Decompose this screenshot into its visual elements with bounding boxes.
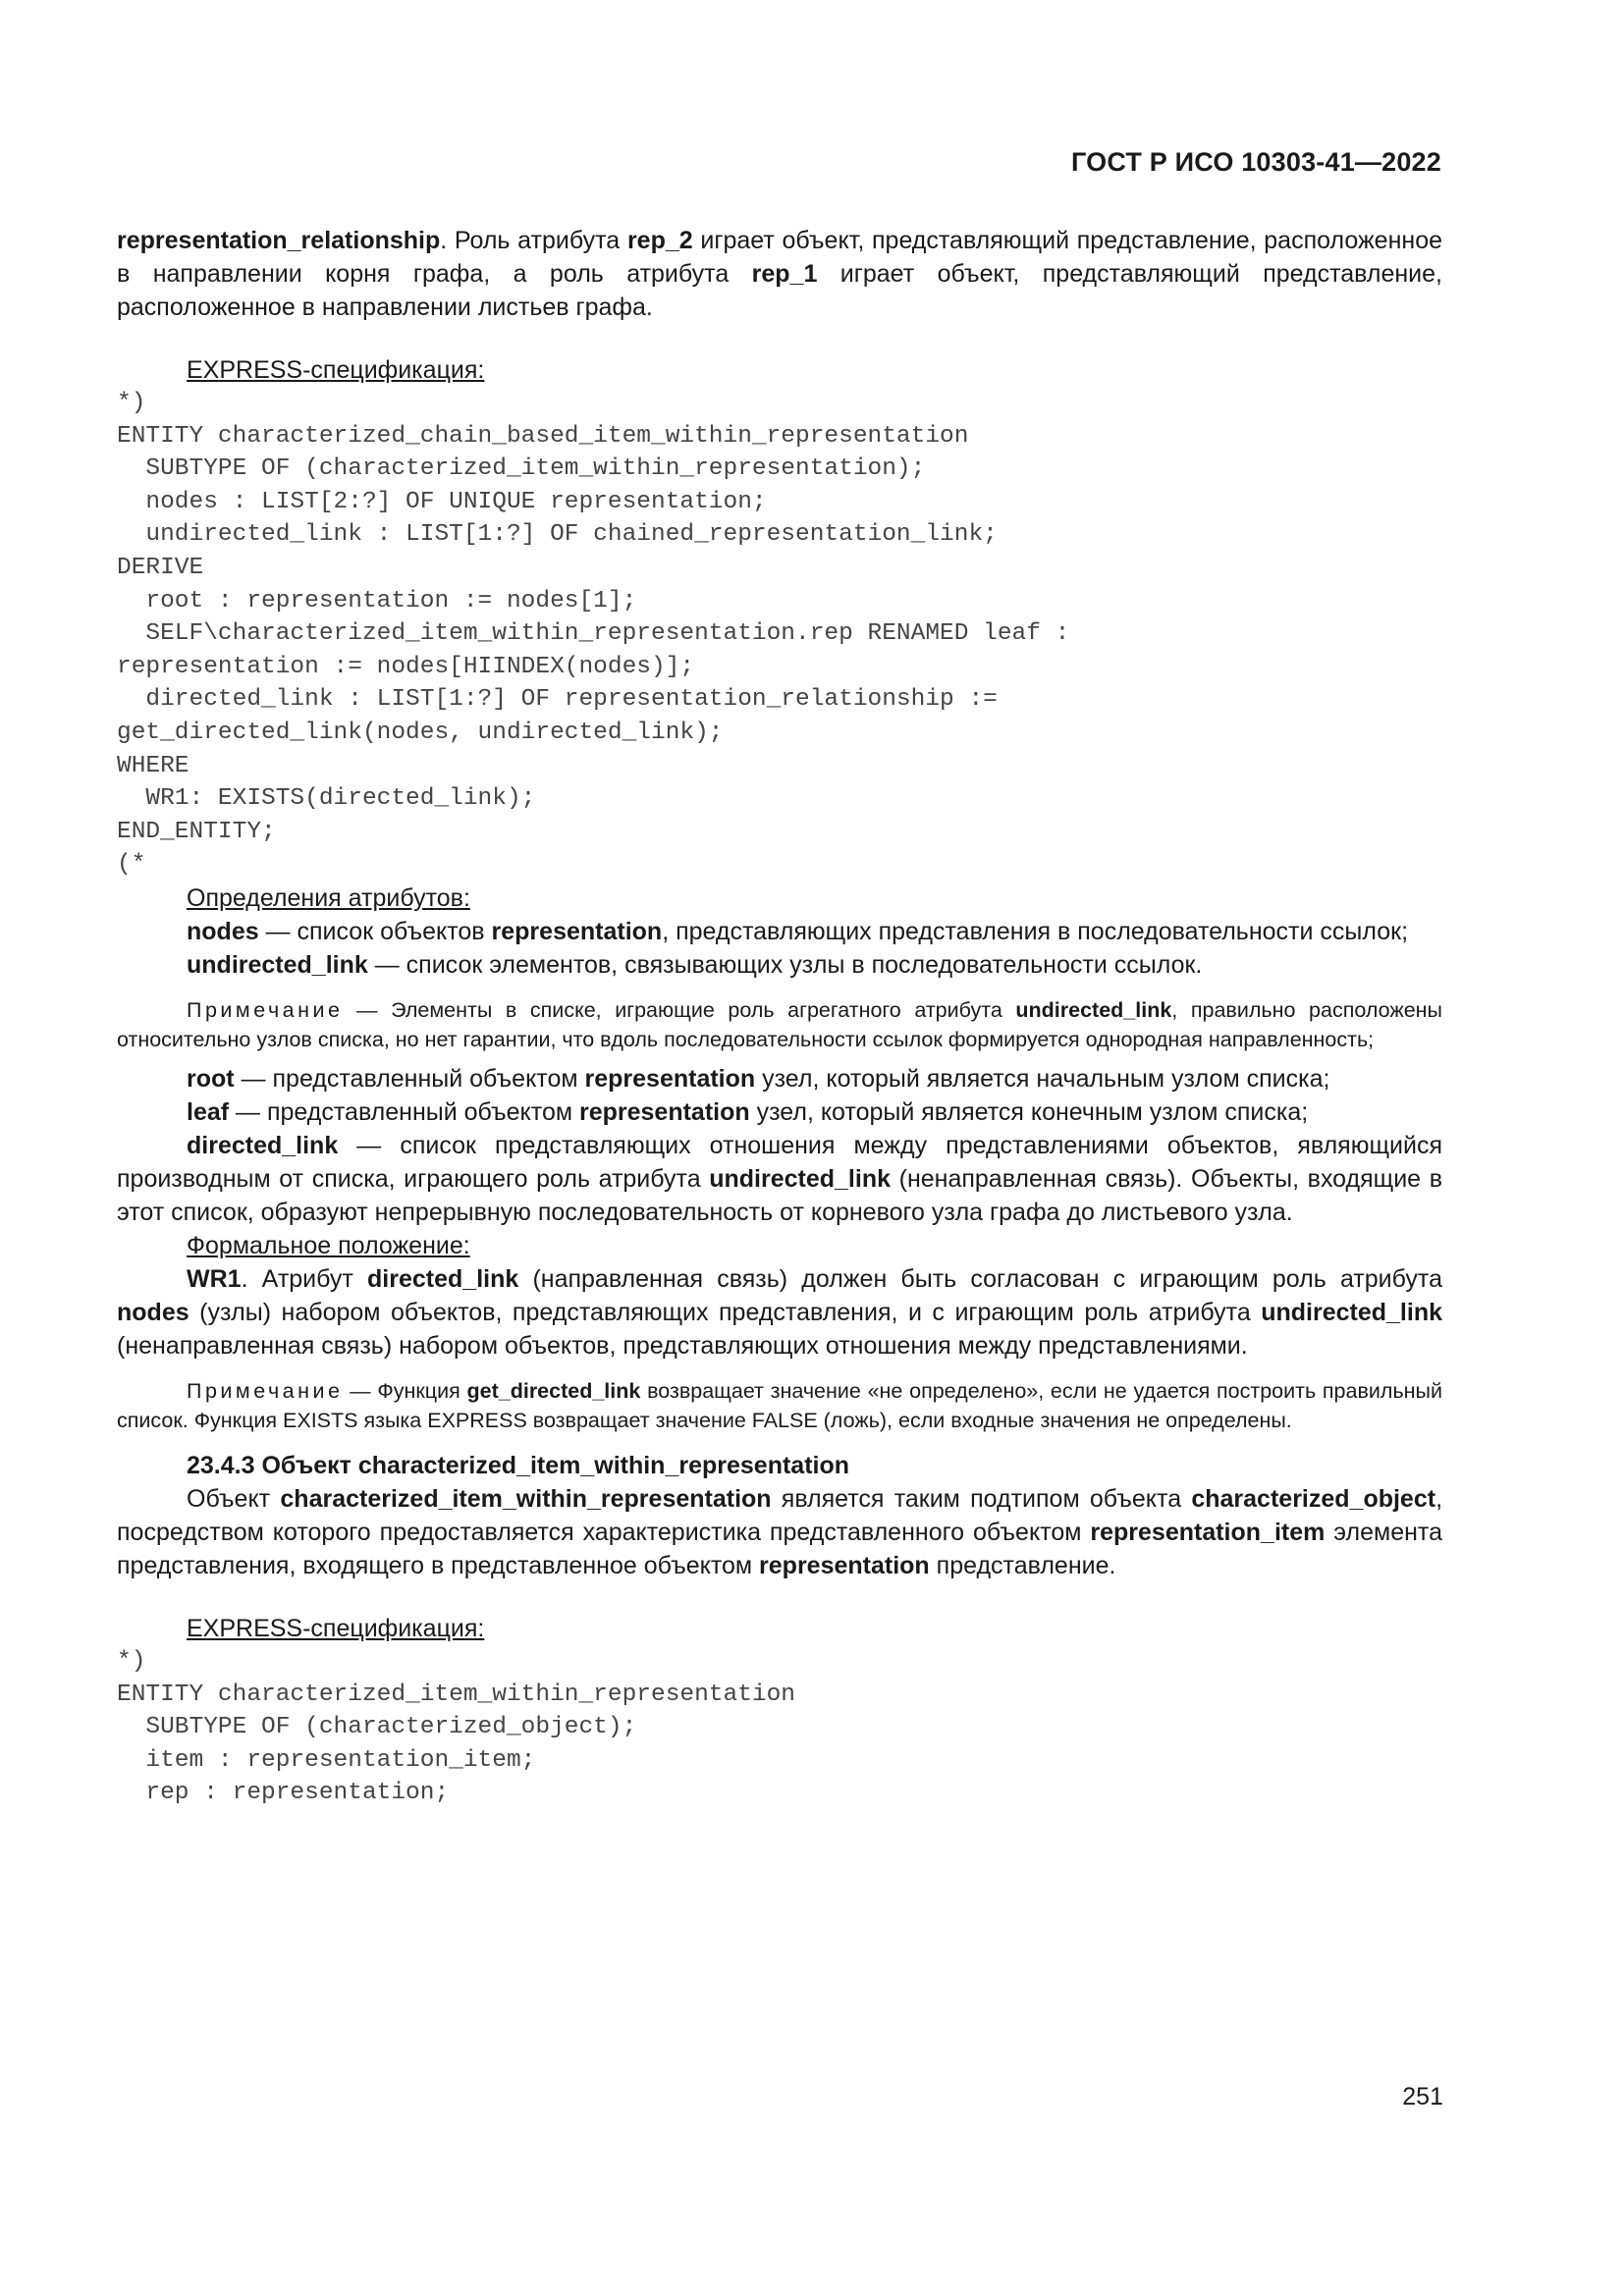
express-heading-2: EXPRESS-спецификация: <box>187 1614 485 1642</box>
rule-name: WR1 <box>187 1264 242 1293</box>
text: , правильно расположены относительно узлов списка, но нет гарантии, что вдоль последовательности ссылок формируется однородная направленность; <box>117 997 1442 1051</box>
text: узел, который является конечным узлом списка; <box>749 1097 1309 1126</box>
formal-heading: Формальное положение: <box>187 1231 470 1259</box>
term: directed_link <box>367 1264 519 1293</box>
term: nodes <box>117 1298 189 1326</box>
note-label: Примечание <box>187 997 344 1022</box>
text: (ненаправленная связь) набором объектов, представляющих отношения между представлениями. <box>117 1331 1248 1360</box>
term: characterized_object <box>1191 1484 1436 1513</box>
attr-name: root <box>187 1064 235 1093</box>
attributes-heading: Определения атрибутов: <box>187 883 470 912</box>
attr-name: directed_link <box>187 1131 339 1159</box>
text: элемента представления, входящего в представленное объектом <box>117 1518 1442 1579</box>
attr-undirected-link <box>117 948 1442 982</box>
text: представление. <box>929 1551 1116 1579</box>
text: играет объект, представляющий представление, расположенное в направлении корня графа, а роль атрибута <box>117 227 1443 288</box>
term: rep_2 <box>626 227 693 254</box>
term: representation_item <box>1090 1518 1326 1546</box>
text: — Элементы в списке, играющие роль агрегатного атрибута <box>343 997 1016 1022</box>
term: representation <box>578 1097 750 1126</box>
section-paragraph <box>117 1482 1442 1582</box>
note-label: Примечание <box>187 1378 344 1403</box>
text: Объект <box>187 1484 281 1513</box>
term: representation <box>584 1064 756 1093</box>
document-header: ГОСТ Р ИСО 10303-41—2022 <box>1071 147 1441 177</box>
intro-paragraph <box>117 224 1442 324</box>
text: — представленный объектом <box>234 1064 585 1093</box>
term: undirected_link <box>1015 997 1172 1022</box>
attr-name: nodes <box>187 917 259 945</box>
rule-wr1 <box>117 1262 1442 1362</box>
text: . Роль атрибута <box>440 227 627 254</box>
note-2 <box>117 1376 1442 1435</box>
text: , посредством которого предоставляется характеристика представленного объектом <box>117 1484 1443 1546</box>
text: — список элементов, связывающих узлы в последовательности ссылок. <box>367 950 1203 979</box>
text: узел, который является начальным узлом списка; <box>755 1064 1330 1093</box>
attr-directed-link <box>117 1129 1442 1229</box>
text: , представляющих представления в последовательности ссылок; <box>662 917 1409 945</box>
text: . Атрибут <box>241 1264 368 1293</box>
attr-name: undirected_link <box>187 950 368 979</box>
section-heading: 23.4.3 Объект characterized_item_within_representation <box>187 1451 850 1479</box>
text: — список объектов <box>258 917 492 945</box>
text: играет объект, представляющий представление, расположенное в направлении листьев графа. <box>117 260 1442 321</box>
page-body <box>117 224 1442 1810</box>
term: undirected_link <box>1261 1298 1442 1326</box>
express-heading-1: EXPRESS-спецификация: <box>187 356 485 384</box>
note-1 <box>117 995 1442 1054</box>
term: get_directed_link <box>466 1378 641 1403</box>
text: (направленная связь) должен быть согласован с играющим роль атрибута <box>518 1264 1442 1293</box>
express-code-block-1: *) ENTITY characterized_chain_based_item_within_representation SUBTYPE OF (characterized_item_within_representation); nodes : LIST[2:?] OF UNIQUE representation; undirected_link : LIST[1:?] OF chained_representation_link; DERIVE root : representation := nodes[1]; SELF\characterized_item_within_representation.rep RENAMED leaf : representation := nodes[HIINDEX(nodes)]; directed_link : LIST[1:?] OF representation_relationship := get_directed_link(nodes, undirected_link); WHERE WR1: EXISTS(directed_link); END_ENTITY; (* <box>117 390 1070 879</box>
term: characterized_item_within_representation <box>280 1484 772 1513</box>
attr-leaf <box>117 1095 1442 1129</box>
text: — представленный объектом <box>229 1097 579 1126</box>
attr-name: leaf <box>187 1097 230 1126</box>
term: undirected_link <box>709 1164 891 1193</box>
page-number: 251 <box>1402 2083 1443 2110</box>
text: является таким подтипом объекта <box>771 1484 1192 1513</box>
term: rep_1 <box>751 260 818 288</box>
term: representation <box>759 1551 930 1579</box>
express-code-block-2: *) ENTITY characterized_item_within_representation SUBTYPE OF (characterized_object); item : representation_item; rep : representation; <box>117 1647 796 1807</box>
text: — Функция <box>343 1378 467 1403</box>
text: возвращает значение «не определено», если не удается построить правильный список. Функция EXISTS языка EXPRESS возвращает значение FALSE (ложь), если входные значения не определены. <box>117 1378 1442 1432</box>
term: representation <box>491 917 663 945</box>
text: (ненаправленная связь). Объекты, входящие в этот список, образуют непрерывную последовательность от корневого узла графа до листьевого узла. <box>117 1164 1442 1226</box>
attr-nodes <box>117 915 1442 948</box>
text: — список представляющих отношения между представлениями объектов, являющийся производным от списка, играющего роль атрибута <box>117 1131 1442 1193</box>
attr-root <box>117 1062 1442 1095</box>
term: representation_relationship <box>117 227 441 254</box>
text: (узлы) набором объектов, представляющих представления, и с играющим роль атрибута <box>189 1298 1262 1326</box>
